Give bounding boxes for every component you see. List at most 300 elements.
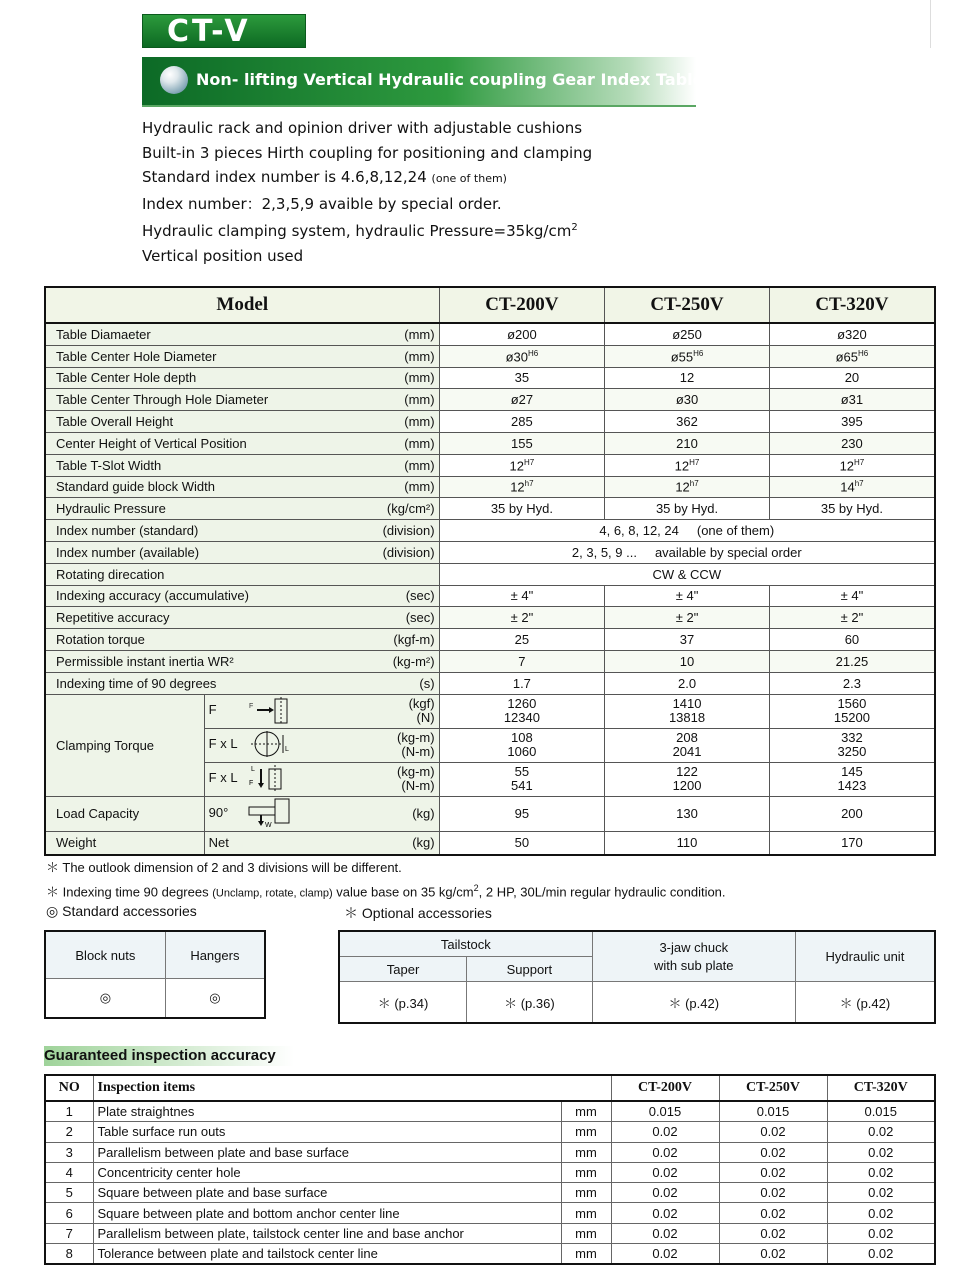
product-logo: CT-V [142,14,306,48]
spec-label: Load Capacity [45,796,204,831]
acc-block-nuts: Block nuts [45,931,165,979]
spec-value-text: ± 2" [510,610,534,626]
spec-value-text: 37 [679,632,695,648]
clamp-moment-down-icon [247,763,297,793]
load-diagram [247,797,299,830]
inspection-value: 0.02 [611,1183,719,1203]
spec-row [45,454,935,476]
clamping-label: Clamping Torque [45,694,204,796]
spec-label: Indexing time of 90 degrees [45,672,303,694]
acc-chuck: 3-jaw chuck with sub plate [592,931,795,982]
spec-value-text: ø55 [670,348,694,364]
spec-value-text: ± 2" [840,610,864,626]
unit-2: (N-m) [401,744,435,760]
inspection-value: 0.02 [827,1142,935,1162]
inspection-value: 0.015 [719,1101,827,1122]
spec-value [605,389,770,411]
value-a: 122 [676,764,698,780]
spec-row [45,389,935,411]
inspection-row [45,1162,935,1182]
inspection-no: 2 [45,1122,93,1142]
inspection-row [45,1122,935,1142]
clamping-unit [303,728,439,762]
clamping-sub-label: F [208,702,217,718]
spec-value [439,432,605,454]
svg-text:W: W [264,822,272,828]
feature-2: Built-in 3 pieces Hirth coupling for positioning and clamping [142,143,593,162]
spec-sub-label: 90° [208,804,229,820]
spec-unit: (mm) [303,432,439,454]
clamp-force-icon [247,695,297,725]
spec-value-text: 10 [679,653,695,669]
optional-accessories-title: ＊ Optional accessories [344,905,492,921]
clamping-value [439,762,605,796]
inspection-value: 0.02 [719,1244,827,1265]
clamping-diagram [247,729,297,762]
clamping-value [439,728,605,762]
clamping-value [769,728,935,762]
spec-value-tol: H6 [693,348,704,358]
inspection-value: 0.02 [719,1203,827,1223]
spec-value-text: ø27 [510,392,534,408]
inspection-value: 0.02 [611,1142,719,1162]
feature-4: Index number：2,3,5,9 avaible by special order. [142,194,502,213]
spec-unit: (kg/cm²) [303,498,439,520]
inspection-no: 8 [45,1244,93,1265]
spec-value [439,411,605,433]
clamping-sub [204,728,303,762]
spec-row [45,541,935,563]
clamping-value [439,694,605,728]
inspection-value: 0.015 [827,1101,935,1122]
spec-value [769,585,935,607]
clamping-sub-label: F x L [208,736,238,752]
inspection-item: Plate straightnes [93,1101,561,1122]
standard-accessories-title: ◎ Standard accessories [46,903,197,919]
spec-value-text: ø31 [840,392,864,408]
spec-label: Table T-Slot Width [45,454,303,476]
spec-value [605,345,770,367]
acc-taper-ref: ＊ (p.34) [339,982,467,1024]
value-b: 541 [511,778,533,794]
inspection-value: 0.02 [827,1244,935,1265]
spec-unit: (kgf-m) [303,629,439,651]
spec-value [605,585,770,607]
spec-unit: (mm) [303,454,439,476]
spec-value-text: ± 4" [675,588,699,604]
inspection-value: 0.02 [719,1183,827,1203]
spec-value-text: 395 [841,414,863,430]
feature-6: Vertical position used [142,246,304,265]
clamping-row [45,694,935,728]
spec-value-text: 130 [676,806,698,822]
acc-chuck-ref: ＊ (p.42) [592,982,795,1024]
inspection-value: 0.02 [611,1244,719,1265]
svg-text:F: F [248,702,253,710]
inspection-value: 0.02 [611,1223,719,1243]
value-b: 2041 [672,744,702,760]
spec-label: Table Center Hole Diameter [45,345,303,367]
clamping-value [769,762,935,796]
header-model-3: CT-320V [769,287,935,323]
spec-value-text: 110 [676,835,698,851]
spec-value-text: 170 [841,835,863,851]
inspection-unit: mm [561,1122,611,1142]
spec-value [769,831,935,855]
spec-label: Table Diamaeter [45,323,303,345]
inspection-unit: mm [561,1203,611,1223]
spec-value [439,323,605,345]
header-model-2: CT-250V [719,1075,827,1101]
edge-line [930,0,931,48]
spec-value [605,831,770,855]
clamping-diagram [247,695,297,728]
spec-value-text: 35 by Hyd. [490,501,553,517]
spec-value [605,323,770,345]
inspection-value: 0.02 [827,1122,935,1142]
spec-unit: (division) [303,541,439,563]
svg-text:L: L [284,745,289,753]
spec-value-text: ø250 [672,326,702,342]
value-a: 1260 [507,696,537,712]
spec-unit [303,563,439,585]
spec-value-text: 12 [675,479,690,495]
spec-value-text: 35 [514,370,530,386]
sphere-icon [160,66,188,94]
spec-row [45,345,935,367]
spec-value [769,629,935,651]
notes [46,858,726,903]
acc-support-ref: ＊ (p.36) [467,982,593,1024]
spec-row [45,367,935,389]
spec-value [769,672,935,694]
spec-value-tol: H7 [524,457,535,467]
spec-value-text: 12 [674,457,690,473]
inspection-value: 0.02 [827,1203,935,1223]
value-b: 13818 [668,710,706,726]
value-a: 1560 [837,696,867,712]
header-model-1: CT-200V [611,1075,719,1101]
spec-value [439,476,605,498]
unit-1: (kg-m) [397,764,435,780]
svg-text:L: L [250,765,255,773]
inspection-row [45,1203,935,1223]
unit-2: (N) [416,710,435,726]
spec-value [605,411,770,433]
spec-value-tol: H7 [689,457,700,467]
spec-value-tol: h7 [854,479,864,489]
spec-value [769,323,935,345]
clamping-value [605,728,770,762]
optional-accessories-table [338,930,936,1024]
value-a: 1410 [672,696,702,712]
acc-hyd-ref: ＊ (p.42) [795,982,935,1024]
spec-value [605,672,770,694]
spec-sub [204,796,303,831]
spec-value-text: 12 [510,479,525,495]
inspection-no: 1 [45,1101,93,1122]
inspection-header [45,1075,935,1101]
spec-value [769,476,935,498]
spec-row [45,585,935,607]
spec-value [769,389,935,411]
spec-value [439,389,605,411]
spec-value [439,796,605,831]
spec-label: Repetitive accuracy [45,607,303,629]
spec-value-text: 12 [839,457,855,473]
inspection-row [45,1142,935,1162]
header-model-3: CT-320V [827,1075,935,1101]
spec-value-span [439,520,935,542]
value-b: 3250 [837,744,867,760]
spec-value-text: 200 [841,806,863,822]
inspection-row [45,1244,935,1265]
spec-row [45,650,935,672]
note-2: ＊ Indexing time 90 degrees (Unclamp, rotate, clamp) value base on 35 $kg/cm^2$, 2 HP, 30L/min regular hydraulic condition. [46,883,726,900]
acc-taper: Taper [339,957,467,982]
inspection-value: 0.02 [719,1162,827,1182]
spec-value [769,411,935,433]
spec-value-text: ± 4" [510,588,534,604]
value-b: 1200 [672,778,702,794]
banner-title: Non- lifting Vertical Hydraulic coupling Gear Index Table [196,70,704,89]
spec-value [769,498,935,520]
spec-value-text: 12 [509,457,524,473]
spec-value-text: 2.0 [677,675,697,691]
inspection-item: Square between plate and bottom anchor center line [93,1203,561,1223]
spec-row [45,323,935,345]
load-capacity-icon [247,797,299,827]
spec-value-text: 50 [514,835,530,851]
spec-row [45,520,935,542]
inspection-item: Concentricity center hole [93,1162,561,1182]
inspection-row [45,1101,935,1122]
spec-value [439,672,605,694]
spec-value-text: ø30 [675,392,699,408]
value-a: 145 [841,764,863,780]
spec-label: Weight [45,831,204,855]
acc-hangers: Hangers [165,931,265,979]
spec-value [439,454,605,476]
note-1: ＊ The outlook dimension of 2 and 3 divisions will be different. [46,860,402,875]
header-no: NO [45,1075,93,1101]
spec-value-text: 12 [679,370,695,386]
spec-unit: (division) [303,520,439,542]
spec-label: Index number (available) [45,541,303,563]
spec-value-span [439,541,935,563]
value-b: 1423 [837,778,867,794]
spec-unit: (sec) [303,585,439,607]
inspection-item: Square between plate and base surface [93,1183,561,1203]
spec-value [605,454,770,476]
spec-value-text: ø200 [507,326,537,342]
spec-label: Indexing accuracy (accumulative) [45,585,303,607]
spec-unit: (mm) [303,476,439,498]
inspection-item: Table surface run outs [93,1122,561,1142]
spec-value-text: ø30 [505,348,528,364]
spec-value-text: 362 [676,414,698,430]
spec-value-text: ø65 [835,348,858,364]
spec-value-tol: H7 [854,457,865,467]
inspection-value: 0.02 [719,1223,827,1243]
spec-unit: (mm) [303,345,439,367]
spec-value-text: ø320 [837,326,867,342]
spec-value-text: 60 [844,632,860,648]
acc-support: Support [467,957,593,982]
value-b: 12340 [503,710,540,726]
inspection-title: Guaranteed inspection accuracy [44,1046,294,1066]
inspection-table [44,1074,936,1265]
inspection-unit: mm [561,1223,611,1243]
spec-value [605,607,770,629]
spec-label: Index number (standard) [45,520,303,542]
spec-value [439,345,605,367]
spec-value-tol: h7 [524,479,534,489]
feature-5: Hydraulic clamping system, hydraulic $Pressure=35kg/cm^2$ [142,222,578,240]
inspection-item: Parallelism between plate, tailstock center line and base anchor [93,1223,561,1243]
spec-value [769,345,935,367]
spec-unit: (kg) [303,796,439,831]
spec-value [769,454,935,476]
spec-label: Rotation torque [45,629,303,651]
acc-block-nuts-mark: ◎ [45,979,165,1019]
header-model-2: CT-250V [605,287,770,323]
value-b: 1060 [507,744,537,760]
inspection-item: Parallelism between plate and base surface [93,1142,561,1162]
spec-value [439,585,605,607]
acc-hydraulic-unit: Hydraulic unit [795,931,935,982]
spec-header-row [45,287,935,323]
spec-value-text: 14 [840,479,855,495]
spec-row [45,498,935,520]
clamp-moment-icon [247,729,297,759]
spec-value [439,607,605,629]
acc-tailstock: Tailstock [339,931,592,957]
clamping-sub [204,762,303,796]
spec-value-text: 25 [514,632,530,648]
inspection-value: 0.02 [719,1122,827,1142]
feature-3: Standard index number is 4.6,8,12,24 (one of them) [142,168,507,186]
spec-unit: (mm) [303,411,439,433]
spec-value-tol: H6 [858,348,869,358]
inspection-value: 0.02 [827,1223,935,1243]
spec-value-tol: H6 [527,348,539,358]
spec-unit: (mm) [303,389,439,411]
clamping-unit [303,762,439,796]
spec-row [45,563,935,585]
inspection-value: 0.02 [611,1162,719,1182]
clamping-value [605,694,770,728]
spec-value-text: ± 4" [840,588,864,604]
header-items: Inspection items [93,1075,611,1101]
header-model-1: CT-200V [439,287,605,323]
spec-value-text: 2.3 [842,675,861,691]
span-value: 4, 6, 8, 12, 24 [599,523,679,539]
inspection-no: 6 [45,1203,93,1223]
standard-accessories-table [44,930,266,1019]
spec-sub [204,831,303,855]
spec-label: Table Center Through Hole Diameter [45,389,303,411]
spec-unit: (mm) [303,323,439,345]
value-a: 332 [841,730,863,746]
clamping-sub [204,694,303,728]
spec-label: Table Overall Height [45,411,303,433]
inspection-row [45,1183,935,1203]
spec-row [45,831,935,855]
spec-value [439,831,605,855]
inspection-value: 0.02 [827,1183,935,1203]
span-note: (one of them) [696,523,775,539]
span-value: 2, 3, 5, 9 ... [571,544,637,560]
spec-value-tol: h7 [689,479,699,489]
svg-text:F: F [248,779,253,787]
spec-row [45,411,935,433]
inspection-value: 0.02 [827,1162,935,1182]
inspection-value: 0.02 [719,1142,827,1162]
spec-value [605,367,770,389]
header-model: Model [45,287,439,323]
spec-value [439,650,605,672]
spec-unit: (kg) [303,831,439,855]
clamping-unit [303,694,439,728]
spec-row [45,476,935,498]
inspection-no: 7 [45,1223,93,1243]
inspection-no: 3 [45,1142,93,1162]
inspection-no: 4 [45,1162,93,1182]
spec-value-text: 95 [514,806,530,822]
feature-list [142,116,592,268]
spec-value-text: 21.25 [835,653,869,669]
spec-row [45,796,935,831]
spec-table [44,286,936,856]
inspection-unit: mm [561,1244,611,1265]
spec-row [45,672,935,694]
spec-value [769,367,935,389]
span-value: CW & CCW [652,566,722,582]
inspection-value: 0.02 [611,1203,719,1223]
value-a: 108 [511,730,533,746]
spec-value [769,607,935,629]
unit-2: (N-m) [401,778,435,794]
spec-value [439,629,605,651]
value-a: 55 [514,764,530,780]
spec-value [605,476,770,498]
spec-value [605,796,770,831]
spec-value-text: 230 [841,435,863,451]
spec-value-text: 35 by Hyd. [820,501,883,517]
spec-value [605,629,770,651]
spec-label: Rotating direcation [45,563,303,585]
spec-value-text: ± 2" [675,610,699,626]
inspection-value: 0.02 [611,1122,719,1142]
inspection-unit: mm [561,1183,611,1203]
spec-value [605,650,770,672]
spec-label: Standard guide block Width [45,476,303,498]
spec-value [605,432,770,454]
spec-value-text: 285 [511,414,533,430]
spec-sub-label: Net [208,835,229,851]
spec-value-text: 210 [676,435,698,451]
clamping-value [769,694,935,728]
spec-label: Center Height of Vertical Position [45,432,303,454]
spec-value [439,367,605,389]
feature-1: Hydraulic rack and opinion driver with adjustable cushions [142,119,583,137]
spec-value-text: 1.7 [512,675,531,691]
clamping-diagram [247,763,297,796]
inspection-no: 5 [45,1183,93,1203]
spec-row [45,607,935,629]
spec-value-span [439,563,935,585]
